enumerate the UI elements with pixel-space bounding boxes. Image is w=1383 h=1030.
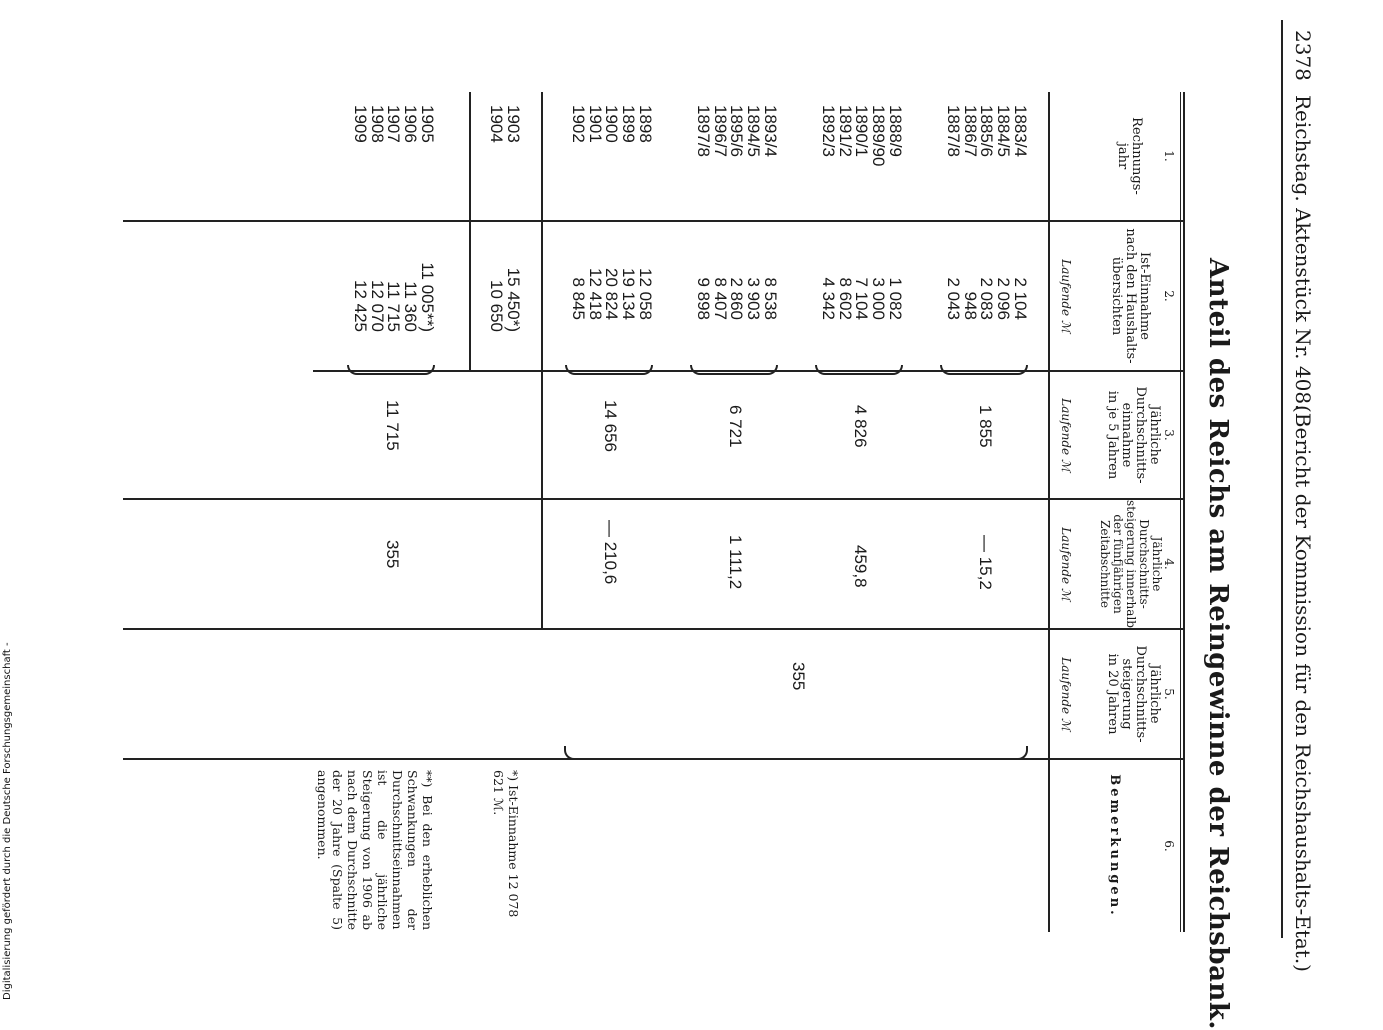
year-cell: 1886/7 <box>960 105 980 157</box>
value-cell: 2 104 <box>1011 277 1030 320</box>
value-cell: 12 058 <box>636 268 655 320</box>
year-cell: 1902 <box>568 105 588 143</box>
unit-col-2: Laufende ℳ <box>1059 259 1073 333</box>
value-cell: 8 407 <box>710 277 730 320</box>
group-4-values <box>569 222 653 320</box>
value-cell: 12 418 <box>585 268 605 320</box>
year-cell: 1906 <box>401 105 421 143</box>
col-number-6: 6. <box>1162 840 1176 852</box>
col-header-year: Rechnungs- jahr <box>1115 117 1144 195</box>
group-5-values <box>487 222 521 332</box>
group-1-increase: — 15,2 <box>976 535 995 590</box>
group-3-avg: 6 721 <box>726 405 745 448</box>
value-cell: 12 070 <box>367 280 387 332</box>
group-4-brace <box>565 365 653 375</box>
group-2-avg: 4 826 <box>851 405 870 448</box>
col5-brace <box>564 746 1028 760</box>
group-4-avg: 14 656 <box>601 400 620 452</box>
year-cell: 1907 <box>384 105 404 143</box>
year-cell: 1896/7 <box>710 105 730 157</box>
value-cell: 4 342 <box>818 277 838 320</box>
rule-after-1904 <box>469 92 471 370</box>
year-cell: 1885/6 <box>977 105 997 157</box>
value-cell: 11 360 <box>401 281 421 332</box>
group-6-years <box>351 105 435 143</box>
year-cell: 1908 <box>367 105 387 143</box>
value-cell: 19 134 <box>619 268 639 320</box>
value-cell: 10 650 <box>487 280 507 332</box>
year-cell: 1905 <box>418 105 437 143</box>
value-cell: 2 860 <box>727 277 747 320</box>
year-cell: 1889/90 <box>869 105 889 167</box>
group-1-brace <box>940 365 1028 375</box>
col-header-avg-increase-20y: Jährliche Durchschnitts- steigerung in 20 Jahren <box>1105 645 1162 743</box>
digitization-credit: Digitalisierung gefördert durch die Deutsche Forschungsgemeinschaft - <box>2 642 13 1000</box>
group-2-years <box>819 105 903 166</box>
value-cell: 11 005**) <box>418 262 437 332</box>
value-cell: 11 715 <box>384 281 404 332</box>
group-3-brace <box>690 365 778 375</box>
table-top-rule-2 <box>1180 92 1181 932</box>
group-4-years <box>569 105 653 143</box>
group-5-years <box>487 105 521 143</box>
col-header-remarks: Bemerkungen. <box>1107 774 1122 918</box>
footnote-2: **) Bei den erheblichen Schwankungen der Durchschnittseinnahmen ist die jährliche Steigerung von 1906 ab nach dem Durchschnitte der 20 Jahre (Spalte 5) angenommen. <box>315 770 435 930</box>
year-cell: 1900 <box>602 105 622 143</box>
value-cell: 9 898 <box>693 277 713 320</box>
value-cell: 8 538 <box>761 277 780 320</box>
page-number: 2378 <box>1291 30 1315 81</box>
group-6-values <box>351 222 435 332</box>
group-2-values <box>819 222 903 320</box>
value-cell: 12 425 <box>350 280 370 332</box>
value-cell: 3 000 <box>869 277 889 320</box>
header-rule <box>1281 20 1283 938</box>
col-number-4: 4. <box>1162 558 1176 570</box>
col-number-2: 2. <box>1162 290 1176 302</box>
value-cell: 2 096 <box>994 277 1014 320</box>
unit-col-3: Laufende ℳ <box>1059 398 1073 472</box>
col-header-avg-income: Jährliche Durchschnitts- einnahme in je 5 Jahren <box>1105 386 1162 484</box>
table-title: Anteil des Reichs am Reingewinne der Reichsbank. <box>1203 258 1233 1030</box>
year-cell: 1898 <box>636 105 655 143</box>
group-2-increase: 459,8 <box>851 545 870 588</box>
group-1-avg: 1 855 <box>976 405 995 448</box>
group-6-brace <box>347 365 435 375</box>
col-sep-3 <box>123 498 1183 500</box>
value-cell: 7 104 <box>852 277 872 320</box>
year-cell: 1892/3 <box>818 105 838 157</box>
year-cell: 1897/8 <box>693 105 713 157</box>
year-cell: 1891/2 <box>835 105 855 157</box>
rule-after-1902 <box>541 92 543 630</box>
year-cell: 1904 <box>487 105 507 143</box>
group-6-avg: 11 715 <box>383 400 402 451</box>
value-cell: 3 903 <box>744 277 764 320</box>
col-number-3: 3. <box>1162 429 1176 441</box>
header-right-text: (Bericht der Kommission für den Reichshaushalts-Etat.) <box>1291 405 1315 972</box>
col5-value: 355 <box>789 662 808 691</box>
group-3-years <box>694 105 778 157</box>
value-cell: 2 043 <box>943 277 963 320</box>
value-cell: 8 602 <box>835 277 855 320</box>
col-header-actual-income: Ist-Einnahme nach den Haushalts- übersichten <box>1109 228 1152 364</box>
footnote-1: *) Ist-Einnahme 12 078 621 ℳ. <box>491 770 521 918</box>
group-1-years <box>944 105 1028 157</box>
value-cell: 20 824 <box>602 268 622 320</box>
col-header-avg-increase-5y: Jährliche Durchschnitts- steigerung innerhalb der fünfjährigen Zeitabschnitte <box>1098 500 1164 628</box>
col-sep-4 <box>123 628 1183 630</box>
year-cell: 1901 <box>585 105 605 143</box>
unit-col-4: Laufende ℳ <box>1059 527 1073 601</box>
col-number-1: 1. <box>1162 150 1176 162</box>
table-top-rule <box>1183 92 1185 932</box>
year-cell: 1894/5 <box>744 105 764 157</box>
year-cell: 1895/6 <box>727 105 747 157</box>
year-cell: 1888/9 <box>886 105 905 157</box>
year-cell: 1890/1 <box>852 105 872 157</box>
header-left-text: Reichstag. Aktenstück Nr. 408. <box>1291 95 1315 411</box>
table-header-rule <box>1048 92 1050 932</box>
year-cell: 1883/4 <box>1011 105 1030 157</box>
group-3-values <box>694 222 778 320</box>
value-cell: 15 450*) <box>504 267 523 332</box>
group-1-values <box>944 222 1028 320</box>
group-2-brace <box>815 365 903 375</box>
value-cell: 1 082 <box>886 277 905 320</box>
year-cell: 1899 <box>619 105 639 143</box>
group-6-increase: 355 <box>383 540 402 569</box>
year-cell: 1909 <box>350 105 370 143</box>
col-number-5: 5. <box>1162 688 1176 700</box>
year-cell: 1884/5 <box>994 105 1014 157</box>
value-cell: 2 083 <box>977 277 997 320</box>
group-3-increase: 1 111,2 <box>726 535 745 590</box>
year-cell: 1903 <box>504 105 523 143</box>
year-cell: 1893/4 <box>761 105 780 157</box>
value-cell: 8 845 <box>568 277 588 320</box>
unit-col-5: Laufende ℳ <box>1059 657 1073 731</box>
value-cell: 948 <box>960 291 980 320</box>
group-4-increase: — 210,6 <box>601 520 620 585</box>
year-cell: 1887/8 <box>943 105 963 157</box>
